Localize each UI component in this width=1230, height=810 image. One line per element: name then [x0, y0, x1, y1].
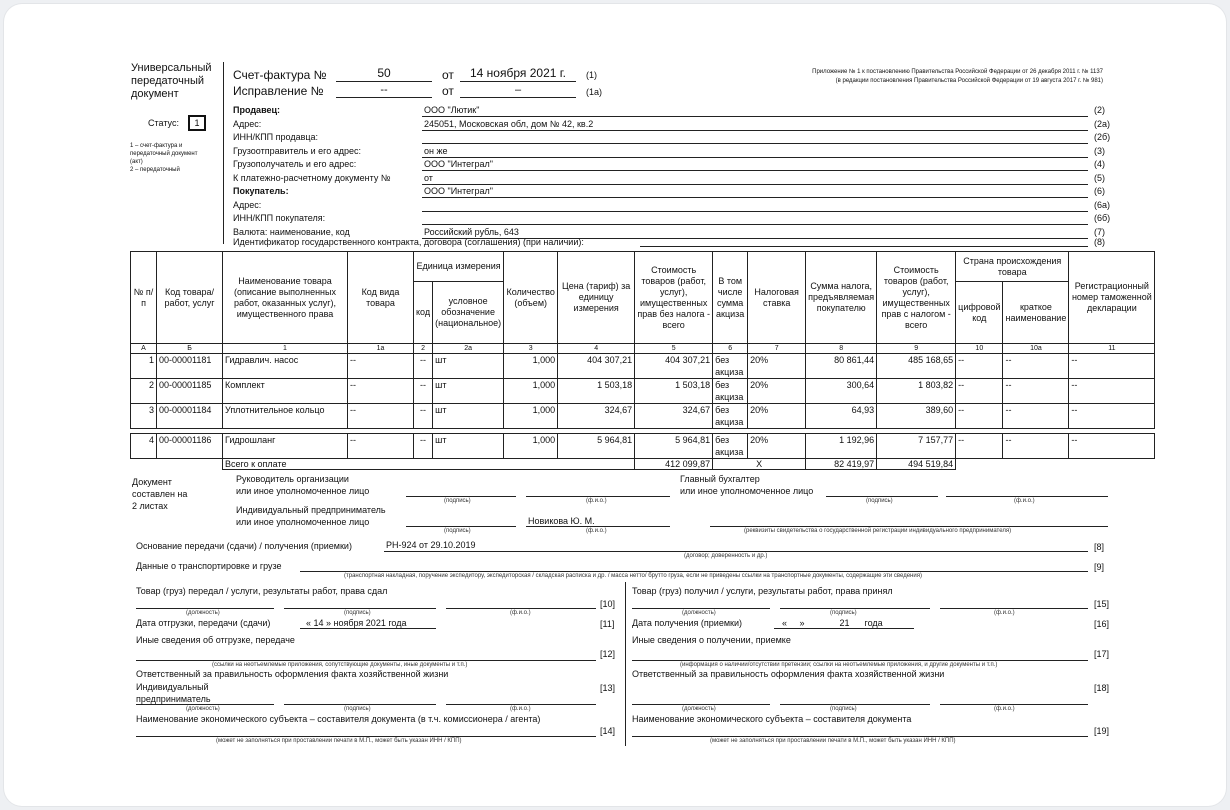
country-name: -- — [1003, 379, 1069, 404]
transport-cap: (транспортная накладная, поручение экспедитору, экспедиторская / складская расписка и др. / масса нетто/ брутто груза, если не приведены ссылки на транспортные документы, содержащие эти сведения) — [344, 573, 922, 579]
country-code: -- — [956, 354, 1003, 379]
accountant-sign-label: Главный бухгалтер или иное уполномоченное лицо — [680, 474, 814, 496]
row-number: 2 — [131, 379, 157, 404]
price: 324,67 — [558, 404, 635, 429]
excise: без акциза — [713, 379, 748, 404]
field-code: (6б) — [1094, 213, 1111, 223]
field-code: (7) — [1094, 226, 1105, 237]
field-label: Грузоотправитель и его адрес: — [233, 145, 361, 156]
header-kind: Код вида товара — [348, 252, 414, 344]
right-pos-cap: (должность) — [682, 610, 716, 616]
index-cell: Б — [157, 344, 223, 354]
field-value: он же — [424, 145, 448, 156]
left-sign-cap: (подпись) — [344, 610, 371, 616]
field-value: ООО "Интеграл" — [424, 159, 493, 169]
index-cell: 3 — [504, 344, 558, 354]
contract-label: Идентификатор государственного контракта, договора (соглашения) (при наличии): — [233, 237, 584, 247]
head-sign-label: Руководитель организации или иное уполномоченное лицо — [236, 474, 370, 496]
header-total: Стоимость товаров (работ, услуг), имущественных прав с налогом - всего — [877, 252, 956, 344]
head-fio-cap: (ф.и.о.) — [586, 498, 607, 504]
index-cell: 2а — [433, 344, 504, 354]
field-label: Адрес: — [233, 199, 262, 210]
index-cell: 7 — [748, 344, 806, 354]
header-customs: Регистрационный номер таможенной декларации — [1069, 252, 1155, 344]
left-other-label: Иные сведения об отгрузке, передаче — [136, 635, 295, 645]
price: 404 307,21 — [558, 354, 635, 379]
entrepreneur-sign-label: Индивидуальный предприниматель или иное уполномоченное лицо — [236, 505, 386, 527]
recv-date: « » 21 года — [782, 618, 883, 628]
document-sheet — [4, 4, 1226, 806]
tax-rate: 20% — [748, 404, 806, 429]
country-code: -- — [956, 434, 1003, 459]
left-resp-fio-cap: (ф.и.о.) — [510, 706, 531, 712]
table-row — [131, 404, 1155, 429]
right-entity-cap: (может не заполняться при проставлении печати в М.П., может быть указан ИНН / КПП) — [710, 738, 956, 744]
header-unit-name: условное обозначение (национальное) — [433, 282, 504, 344]
row-number: 3 — [131, 404, 157, 429]
header-price: Цена (тариф) за единицу измерения — [558, 252, 635, 344]
ship-date: « 14 » ноября 2021 года — [306, 618, 407, 628]
header-code: Код товара/ работ, услуг — [157, 252, 223, 344]
index-cell: 5 — [635, 344, 713, 354]
field-value: 245051, Московская обл, дом № 42, кв.2 — [424, 118, 594, 129]
status-badge: 1 — [188, 115, 206, 131]
field-label: Грузополучатель и его адрес: — [233, 159, 357, 169]
right-resp-sign-cap: (подпись) — [830, 706, 857, 712]
header-n: № п/п — [131, 252, 157, 344]
field-value: Российский рубль, 643 — [424, 226, 519, 237]
entrepreneur-name: Новикова Ю. М. — [528, 516, 595, 526]
header-country: Страна происхождения товара — [956, 252, 1069, 282]
index-cell: 8 — [806, 344, 877, 354]
cost: 404 307,21 — [635, 354, 713, 379]
document-title: Универсальный передаточный документ — [131, 62, 212, 100]
table-row — [131, 379, 1155, 404]
left-other-cap: (ссылки на неотъемлемые приложения, сопутствующие документы, иные документы и т.п.) — [212, 662, 468, 668]
kind-code: -- — [348, 434, 414, 459]
code-12: [12] — [600, 649, 616, 659]
index-cell: 10 — [956, 344, 1003, 354]
head-sign-cap: (подпись) — [444, 498, 471, 504]
left-entity-cap: (может не заполняться при проставлении печати в М.П., может быть указан ИНН / КПП) — [216, 738, 462, 744]
left-resp-sign-cap: (подпись) — [344, 706, 371, 712]
basis-code: [8] — [1094, 542, 1105, 552]
right-resp-fio-cap: (ф.и.о.) — [994, 706, 1015, 712]
excise: без акциза — [713, 354, 748, 379]
certificate-cap: (реквизиты свидетельства о государственной регистрации индивидуального предпринимателя) — [744, 528, 1012, 534]
total-tax: 82 419,97 — [806, 459, 877, 470]
tax-amount: 64,93 — [806, 404, 877, 429]
header-qty: Количество (объем) — [504, 252, 558, 344]
unit-code: -- — [414, 354, 433, 379]
right-resp-pos-cap: (должность) — [682, 706, 716, 712]
kind-code: -- — [348, 354, 414, 379]
excise: без акциза — [713, 434, 748, 459]
index-row — [131, 344, 1155, 354]
status-label: Статус: — [148, 118, 179, 128]
customs-number: -- — [1069, 434, 1155, 459]
header-tax: Сумма налога, предъявляемая покупателю — [806, 252, 877, 344]
code-16: [16] — [1094, 619, 1110, 629]
price: 1 503,18 — [558, 379, 635, 404]
total-amount: 1 803,82 — [877, 379, 956, 404]
country-name: -- — [1003, 404, 1069, 429]
field-code: (2а) — [1094, 118, 1111, 129]
tax-amount: 300,64 — [806, 379, 877, 404]
code-10: [10] — [600, 599, 616, 609]
quantity: 1,000 — [504, 434, 558, 459]
field-code: (2б) — [1094, 132, 1111, 142]
index-cell: 6 — [713, 344, 748, 354]
status-note: 1 – счет-фактура и передаточный документ (акт) 2 – передаточный — [130, 143, 198, 173]
field-label: ИНН/КПП покупателя: — [233, 213, 326, 223]
field-code: (6а) — [1094, 199, 1111, 210]
total-amount: 7 157,77 — [877, 434, 956, 459]
total-cost: 412 099,87 — [635, 459, 713, 470]
customs-number: -- — [1069, 404, 1155, 429]
field-label: Адрес: — [233, 118, 262, 129]
header-country-name: краткое наименование — [1003, 282, 1069, 344]
customs-number: -- — [1069, 354, 1155, 379]
field-label: К платежно-расчетному документу № — [233, 172, 391, 183]
quantity: 1,000 — [504, 354, 558, 379]
quantity: 1,000 — [504, 379, 558, 404]
invoice-ot: от — [442, 68, 454, 82]
row-number: 4 — [131, 434, 157, 459]
code-15: [15] — [1094, 599, 1110, 609]
index-cell: 11 — [1069, 344, 1155, 354]
column-divider — [625, 582, 626, 746]
field-value: ООО "Интеграл" — [424, 186, 493, 196]
customs-number: -- — [1069, 379, 1155, 404]
code-19: [19] — [1094, 726, 1110, 736]
total-row — [131, 459, 1155, 470]
correction-date: – — [514, 84, 522, 96]
accountant-fio-cap: (ф.и.о.) — [1014, 498, 1035, 504]
country-code: -- — [956, 379, 1003, 404]
index-cell: 1а — [348, 344, 414, 354]
unit-name: шт — [433, 404, 504, 429]
cost: 1 503,18 — [635, 379, 713, 404]
right-other-cap: (информация о наличии/отсутствии претензии; ссылки на неотъемлемые приложения, и другие документы и т.п.) — [680, 662, 998, 668]
quantity: 1,000 — [504, 404, 558, 429]
total-amount: 485 168,65 — [877, 354, 956, 379]
unit-name: шт — [433, 379, 504, 404]
index-cell: А — [131, 344, 157, 354]
invoice-code: (1) — [586, 70, 597, 80]
field-code: (4) — [1094, 159, 1105, 169]
right-sign-cap: (подпись) — [830, 610, 857, 616]
correction-number: -- — [380, 84, 388, 96]
left-pos-cap: (должность) — [186, 610, 220, 616]
code-17: [17] — [1094, 649, 1110, 659]
header-separator — [223, 62, 224, 244]
goods-name: Уплотнительное кольцо — [223, 404, 348, 429]
field-code: (3) — [1094, 145, 1105, 156]
header-country-code: цифровой код — [956, 282, 1003, 344]
total-amount: 389,60 — [877, 404, 956, 429]
field-code: (5) — [1094, 172, 1105, 183]
field-code: (6) — [1094, 186, 1105, 196]
header-excise: В том числе сумма акциза — [713, 252, 748, 344]
excise: без акциза — [713, 404, 748, 429]
basis-value: РН-924 от 29.10.2019 — [386, 540, 476, 550]
header-unit-code: код — [414, 282, 433, 344]
transferred-label: Товар (груз) передал / услуги, результаты работ, права сдал — [136, 586, 388, 596]
recv-date-label: Дата получения (приемки) — [632, 618, 742, 628]
correction-label: Исправление № — [233, 84, 324, 98]
entrepreneur-sign-cap: (подпись) — [444, 528, 471, 534]
field-label: Продавец: — [233, 105, 281, 115]
correction-code: (1а) — [586, 87, 603, 97]
unit-name: шт — [433, 434, 504, 459]
index-cell: 2 — [414, 344, 433, 354]
header-unit: Единица измерения — [414, 252, 504, 282]
goods-name: Гидрошланг — [223, 434, 348, 459]
kind-code: -- — [348, 404, 414, 429]
kind-code: -- — [348, 379, 414, 404]
table-row — [131, 354, 1155, 379]
total-label: Всего к оплате — [223, 459, 635, 470]
field-code: (2) — [1094, 105, 1105, 115]
entrepreneur-fio-cap: (ф.и.о.) — [586, 528, 607, 534]
index-cell: 9 — [877, 344, 956, 354]
tax-amount: 80 861,44 — [806, 354, 877, 379]
tax-rate: 20% — [748, 354, 806, 379]
table-row — [131, 434, 1155, 459]
left-entity-label: Наименование экономического субъекта – составителя документа (в т.ч. комиссионера / агента) — [136, 714, 541, 724]
left-resp-label: Ответственный за правильность оформления факта хозяйственной жизни — [136, 669, 449, 679]
goods-code: 00-00001184 — [157, 404, 223, 429]
header-name: Наименование товара (описание выполненных работ, оказанных услуг), имущественного права — [223, 252, 348, 344]
country-name: -- — [1003, 434, 1069, 459]
right-resp-label: Ответственный за правильность оформления факта хозяйственной жизни — [632, 669, 945, 679]
accountant-sign-cap: (подпись) — [866, 498, 893, 504]
index-cell: 10а — [1003, 344, 1069, 354]
right-entity-label: Наименование экономического субъекта – составителя документа — [632, 714, 912, 724]
correction-ot: от — [442, 84, 454, 98]
unit-code: -- — [414, 434, 433, 459]
field-label: ИНН/КПП продавца: — [233, 132, 319, 142]
goods-name: Комплект — [223, 379, 348, 404]
contract-code: (8) — [1094, 237, 1105, 247]
code-11: [11] — [600, 619, 615, 629]
invoice-label: Счет-фактура № — [233, 68, 327, 82]
country-code: -- — [956, 404, 1003, 429]
basis-label: Основание передачи (сдачи) / получения (приемки) — [136, 541, 352, 551]
field-value: ООО "Лютик" — [424, 105, 480, 115]
cost: 5 964,81 — [635, 434, 713, 459]
document-pages: Документ составлен на 2 листах — [132, 477, 188, 511]
right-fio-cap: (ф.и.о.) — [994, 610, 1015, 616]
invoice-number: 50 — [377, 66, 391, 80]
tax-rate: 20% — [748, 379, 806, 404]
field-label: Валюта: наименование, код — [233, 226, 350, 237]
ship-date-label: Дата отгрузки, передачи (сдачи) — [136, 618, 271, 628]
header-rate: Налоговая ставка — [748, 252, 806, 344]
total-sum: 494 519,84 — [877, 459, 956, 470]
index-cell: 1 — [223, 344, 348, 354]
invoice-date: 14 ноября 2021 г. — [470, 66, 566, 80]
left-resp-pos-cap: (должность) — [186, 706, 220, 712]
code-14: [14] — [600, 726, 616, 736]
field-value: от — [424, 172, 433, 183]
transport-code: [9] — [1094, 562, 1105, 572]
left-fio-cap: (ф.и.о.) — [510, 610, 531, 616]
unit-code: -- — [414, 404, 433, 429]
code-13: [13] — [600, 683, 616, 693]
index-cell: 4 — [558, 344, 635, 354]
cost: 324,67 — [635, 404, 713, 429]
right-other-label: Иные сведения о получении, приемке — [632, 635, 791, 645]
field-label: Покупатель: — [233, 186, 289, 196]
tax-amount: 1 192,96 — [806, 434, 877, 459]
row-number: 1 — [131, 354, 157, 379]
received-label: Товар (груз) получил / услуги, результаты работ, права принял — [632, 586, 893, 596]
goods-table — [130, 251, 1155, 470]
unit-code: -- — [414, 379, 433, 404]
left-resp-name: Индивидуальный предприниматель — [136, 682, 211, 704]
goods-code: 00-00001185 — [157, 379, 223, 404]
appendix-note: Приложение № 1 к постановлению Правительства Российской Федерации от 26 декабря 2011 г. № 1137 (в редакции постановления Правительства Российской Федерации от 19 августа 2017 г. № 981) — [812, 69, 1103, 84]
country-name: -- — [1003, 354, 1069, 379]
goods-code: 00-00001186 — [157, 434, 223, 459]
price: 5 964,81 — [558, 434, 635, 459]
unit-name: шт — [433, 354, 504, 379]
header-cost: Стоимость товаров (работ, услуг), имущественных прав без налога - всего — [635, 252, 713, 344]
tax-rate: 20% — [748, 434, 806, 459]
basis-cap: (договор; доверенность и др.) — [684, 553, 768, 559]
goods-code: 00-00001181 — [157, 354, 223, 379]
transport-label: Данные о транспортировке и грузе — [136, 561, 282, 571]
code-18: [18] — [1094, 683, 1110, 693]
total-excise: Х — [713, 459, 806, 470]
goods-name: Гидравлич. насос — [223, 354, 348, 379]
